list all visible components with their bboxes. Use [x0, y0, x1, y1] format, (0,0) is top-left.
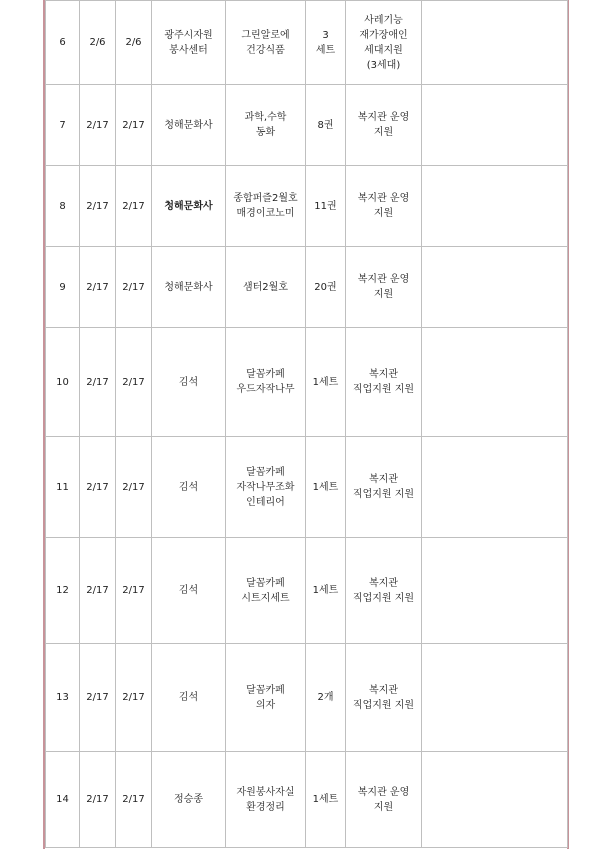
use-date: 2/17	[116, 437, 152, 538]
quantity: 1세트	[306, 538, 346, 644]
donor-name: 김석	[152, 644, 226, 752]
use-date: 2/17	[116, 328, 152, 437]
usage-purpose: 복지관 직업지원 지원	[346, 328, 422, 437]
row-number: 13	[46, 644, 80, 752]
receipt-date: 2/17	[80, 328, 116, 437]
usage-purpose: 복지관 운영 지원	[346, 752, 422, 848]
quantity: 3 세트	[306, 1, 346, 85]
usage-purpose: 복지관 운영 지원	[346, 85, 422, 166]
quantity: 20권	[306, 247, 346, 328]
usage-purpose: 사레기능 재가장애인 세대지원 (3세대)	[346, 1, 422, 85]
receipt-date: 2/17	[80, 247, 116, 328]
donated-item: 달꼼카페 시트지세트	[226, 538, 306, 644]
donor-name: 정승종	[152, 752, 226, 848]
table-row	[46, 752, 568, 848]
receipt-date: 2/17	[80, 85, 116, 166]
row-number: 7	[46, 85, 80, 166]
table-row	[46, 437, 568, 538]
receipt-date: 2/17	[80, 437, 116, 538]
table-row	[46, 247, 568, 328]
receipt-date: 2/17	[80, 752, 116, 848]
usage-purpose: 복지관 운영 지원	[346, 166, 422, 247]
receipt-date: 2/17	[80, 538, 116, 644]
receipt-date: 2/6	[80, 1, 116, 85]
donated-item: 달꼼카페 자작나무조화 인테리어	[226, 437, 306, 538]
usage-purpose: 복지관 운영 지원	[346, 247, 422, 328]
donor-name: 김석	[152, 538, 226, 644]
row-number: 6	[46, 1, 80, 85]
donation-table	[45, 0, 568, 848]
use-date: 2/17	[116, 538, 152, 644]
quantity: 11권	[306, 166, 346, 247]
table-row	[46, 1, 568, 85]
use-date: 2/17	[116, 166, 152, 247]
donated-item: 그린알로에 건강식품	[226, 1, 306, 85]
usage-purpose: 복지관 직업지원 지원	[346, 538, 422, 644]
receipt-date: 2/17	[80, 166, 116, 247]
donated-item: 자원봉사자실 환경정리	[226, 752, 306, 848]
row-number: 9	[46, 247, 80, 328]
quantity: 1세트	[306, 437, 346, 538]
donated-item: 달꼼카페 우드자작나무	[226, 328, 306, 437]
row-number: 8	[46, 166, 80, 247]
quantity: 2개	[306, 644, 346, 752]
row-number: 11	[46, 437, 80, 538]
donated-item: 달꼼카페 의자	[226, 644, 306, 752]
donor-name: 청해문화사	[152, 166, 226, 247]
usage-purpose: 복지관 직업지원 지원	[346, 644, 422, 752]
table-row	[46, 644, 568, 752]
donor-name: 김석	[152, 328, 226, 437]
use-date: 2/17	[116, 644, 152, 752]
use-date: 2/6	[116, 1, 152, 85]
quantity: 8권	[306, 85, 346, 166]
table-row	[46, 328, 568, 437]
donor-name: 광주시자원 봉사센터	[152, 1, 226, 85]
table-row	[46, 166, 568, 247]
use-date: 2/17	[116, 752, 152, 848]
donated-item: 샘터2월호	[226, 247, 306, 328]
row-number: 10	[46, 328, 80, 437]
row-number: 14	[46, 752, 80, 848]
donated-item: 종합퍼즐2월호 매경이코노미	[226, 166, 306, 247]
donated-item: 과학,수학 동화	[226, 85, 306, 166]
quantity: 1세트	[306, 328, 346, 437]
row-number: 12	[46, 538, 80, 644]
use-date: 2/17	[116, 247, 152, 328]
table-row	[46, 538, 568, 644]
donor-name: 청해문화사	[152, 85, 226, 166]
table-row	[46, 85, 568, 166]
usage-purpose: 복지관 직업지원 지원	[346, 437, 422, 538]
donor-name: 김석	[152, 437, 226, 538]
use-date: 2/17	[116, 85, 152, 166]
donor-name: 청해문화사	[152, 247, 226, 328]
quantity: 1세트	[306, 752, 346, 848]
receipt-date: 2/17	[80, 644, 116, 752]
